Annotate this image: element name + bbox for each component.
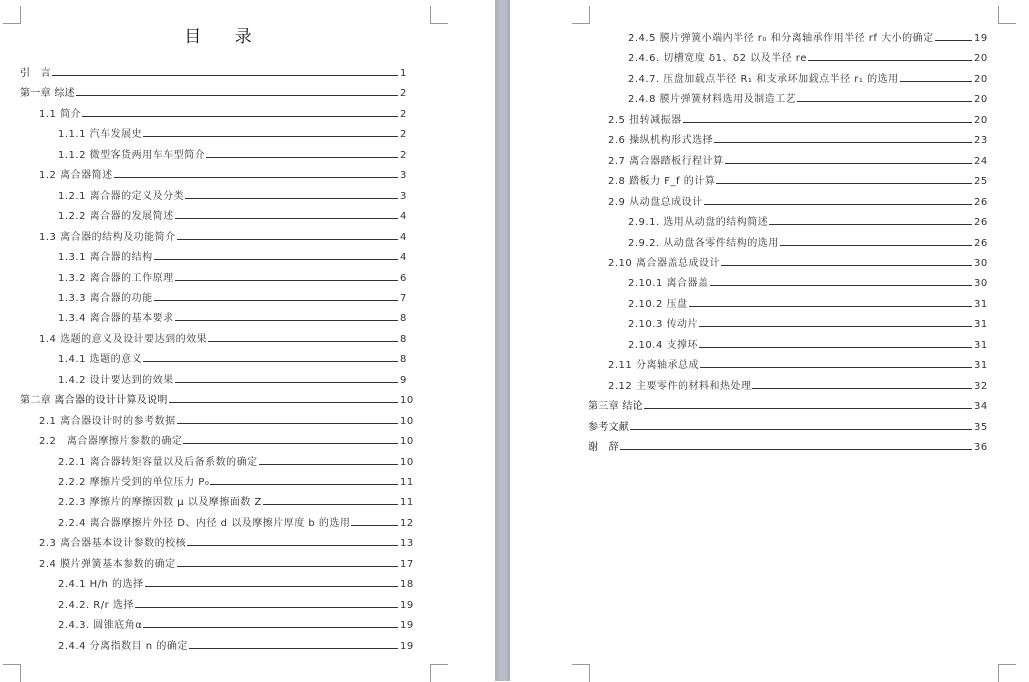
- toc-entry-page-number: 34: [974, 401, 988, 413]
- toc-leader-line: [725, 162, 972, 164]
- toc-entry[interactable]: [608, 151, 988, 167]
- toc-entry-label: 第二章 离合器的设计计算及说明: [20, 395, 168, 407]
- toc-entry-label: 2.10.1 离合器盖: [628, 278, 709, 290]
- toc-entry-page-number: 26: [974, 217, 988, 229]
- toc-leader-line: [82, 115, 398, 117]
- toc-entry-label: 2.4.4 分离指数目 n 的确定: [58, 640, 188, 652]
- toc-leader-line: [143, 626, 398, 628]
- toc-entry-label: 1.1.2 微型客货两用车车型简介: [58, 149, 206, 161]
- toc-leader-line: [704, 203, 972, 205]
- toc-entry[interactable]: [58, 206, 414, 222]
- toc-entry[interactable]: [58, 308, 414, 324]
- toc-entry-page-number: 2: [400, 88, 407, 100]
- toc-leader-line: [700, 366, 972, 368]
- toc-leader-line: [154, 258, 398, 260]
- toc-entry-label: 第三章 结论: [588, 401, 643, 413]
- toc-entry-page-number: 20: [974, 94, 988, 106]
- toc-entry-page-number: 20: [974, 53, 988, 65]
- toc-entry-page-number: 11: [400, 477, 414, 488]
- toc-entry-label: 1.3 离合器的结构及功能简介: [39, 231, 176, 243]
- toc-entry[interactable]: [608, 130, 988, 146]
- toc-leader-line: [177, 565, 398, 567]
- toc-entry[interactable]: [39, 227, 414, 243]
- crop-mark-top-right: [998, 6, 1016, 24]
- toc-entry-label: 1.2 离合器简述: [39, 170, 113, 182]
- toc-entry-page-number: 6: [400, 272, 407, 284]
- toc-entry[interactable]: [58, 472, 414, 488]
- toc-entry-page-number: 1: [400, 68, 407, 79]
- toc-entry[interactable]: [39, 104, 414, 120]
- toc-entry-page-number: 2: [400, 108, 407, 120]
- toc-entry[interactable]: [58, 615, 414, 631]
- toc-entry-page-number: 31: [974, 298, 988, 310]
- toc-entry-label: 2.5 扭转减振器: [608, 114, 682, 126]
- toc-entry[interactable]: [39, 411, 414, 427]
- toc-entry-page-number: 7: [400, 292, 407, 304]
- toc-leader-line: [699, 346, 972, 348]
- toc-entry[interactable]: [628, 69, 988, 85]
- toc-entry-page-number: 32: [974, 380, 988, 392]
- toc-leader-line: [169, 401, 398, 403]
- toc-leader-line: [135, 606, 398, 608]
- toc-entry-page-number: 31: [974, 319, 988, 331]
- toc-leader-line: [175, 319, 398, 321]
- toc-entry[interactable]: [608, 171, 988, 187]
- toc-entry[interactable]: [628, 314, 988, 330]
- toc-entry-page-number: 3: [400, 190, 407, 202]
- toc-entry-label: 参考文献: [588, 421, 630, 433]
- toc-entry-page-number: 8: [400, 354, 407, 366]
- toc-leader-line: [263, 503, 398, 505]
- toc-leader-line: [721, 264, 972, 266]
- toc-entry[interactable]: [608, 253, 988, 269]
- toc-leader-line: [185, 197, 398, 199]
- toc-leader-line: [714, 141, 972, 143]
- toc-leader-line: [710, 284, 973, 286]
- toc-entry-page-number: 10: [400, 395, 414, 407]
- toc-entry-page-number: 3: [400, 170, 407, 182]
- toc-entry[interactable]: [628, 273, 988, 289]
- toc-entry-label: 1.3.4 离合器的基本要求: [58, 313, 174, 325]
- toc-entry[interactable]: [608, 192, 988, 208]
- toc-entry-label: 2.9.1. 选用从动盘的结构简述: [628, 217, 769, 229]
- toc-leader-line: [175, 279, 398, 281]
- toc-entry-page-number: 19: [400, 620, 414, 632]
- toc-leader-line: [175, 381, 398, 383]
- toc-entry-page-number: 30: [974, 278, 988, 290]
- toc-entry-label: 2.8 踏板力 F_f 的计算: [608, 176, 716, 188]
- toc-entry-page-number: 23: [974, 135, 988, 147]
- toc-entry-label: 2.10.3 传动片: [628, 319, 698, 331]
- toc-entry[interactable]: [39, 431, 414, 447]
- toc-entry[interactable]: [39, 329, 414, 345]
- toc-entry[interactable]: [608, 110, 988, 126]
- toc-entry[interactable]: [628, 233, 988, 249]
- toc-entry-page-number: 9: [400, 374, 407, 386]
- toc-leader-line: [683, 121, 972, 123]
- toc-leader-line: [145, 585, 398, 587]
- toc-entry[interactable]: [58, 247, 414, 263]
- toc-entry[interactable]: [628, 89, 988, 105]
- toc-entry-page-number: 19: [400, 640, 414, 652]
- toc-entry-label: 2.9 从动盘总成设计: [608, 196, 703, 208]
- toc-leader-line: [52, 74, 398, 76]
- toc-entry-page-number: 24: [974, 155, 988, 167]
- toc-entry-label: 2.2.1 离合器转矩容量以及后备系数的确定: [58, 456, 258, 468]
- toc-entry[interactable]: [58, 268, 414, 284]
- toc-entry-label: 2.4.8 膜片弹簧材料选用及制造工艺: [628, 94, 797, 106]
- toc-entry-label: 2.4.7. 压盘加载点半径 R₁ 和支承环加载点半径 r₁ 的选用: [628, 73, 899, 85]
- toc-entry-label: 2.4.1 H/h 的选择: [58, 579, 144, 591]
- toc-entry-label: 2.10.4 支撑环: [628, 339, 698, 351]
- document-page-left: [0, 0, 495, 681]
- toc-leader-line: [935, 39, 972, 41]
- toc-entry-page-number: 31: [974, 360, 988, 372]
- document-page-right: [510, 0, 1029, 681]
- toc-entry-page-number: 20: [974, 73, 988, 85]
- toc-entry-page-number: 25: [974, 176, 988, 188]
- toc-entry-page-number: 18: [400, 579, 414, 591]
- toc-entry-label: 2.4.5 膜片弹簧小端内半径 r₀ 和分离轴承作用半径 rf 大小的确定: [628, 33, 934, 44]
- toc-entry-page-number: 20: [974, 114, 988, 126]
- toc-entry-page-number: 13: [400, 538, 414, 550]
- toc-entry[interactable]: [58, 288, 414, 304]
- toc-entry-page-number: 31: [974, 339, 988, 351]
- toc-entry-page-number: 8: [400, 313, 407, 325]
- toc-entry[interactable]: [58, 595, 414, 611]
- toc-leader-line: [769, 223, 972, 225]
- toc-entry-page-number: 10: [400, 415, 414, 427]
- toc-entry-page-number: 36: [974, 442, 988, 453]
- toc-entry[interactable]: [588, 437, 988, 453]
- toc-leader-line: [154, 299, 398, 301]
- crop-mark-bottom-right: [430, 664, 448, 682]
- toc-entry-page-number: 26: [974, 237, 988, 249]
- toc-entry-label: 1.3.1 离合器的结构: [58, 252, 153, 264]
- toc-entry[interactable]: [39, 533, 414, 549]
- toc-entry[interactable]: [20, 390, 414, 406]
- toc-leader-line: [206, 156, 398, 158]
- toc-leader-line: [143, 360, 398, 362]
- toc-entry-page-number: 10: [400, 456, 414, 468]
- toc-leader-line: [183, 442, 398, 444]
- toc-entry-page-number: 4: [400, 231, 407, 243]
- toc-entry[interactable]: [58, 145, 414, 161]
- toc-entry[interactable]: [588, 396, 988, 412]
- toc-entry[interactable]: [628, 28, 988, 44]
- toc-entry[interactable]: [628, 48, 988, 64]
- toc-entry[interactable]: [39, 554, 414, 570]
- toc-leader-line: [716, 182, 972, 184]
- toc-entry-label: 2.9.2. 从动盘各零件结构的选用: [628, 237, 779, 249]
- toc-leader-line: [177, 422, 398, 424]
- toc-entry-label: 1.3.3 离合器的功能: [58, 292, 153, 304]
- toc-leader-line: [699, 325, 972, 327]
- toc-entry-label: 2.4.2. R/r 选择: [58, 599, 134, 611]
- toc-entry-page-number: 2: [400, 129, 407, 141]
- toc-entry[interactable]: [20, 83, 414, 99]
- toc-entry-label: 2.2.3 摩擦片的摩擦因数 μ 以及摩擦面数 Z: [58, 497, 262, 509]
- toc-entry-page-number: 4: [400, 211, 407, 223]
- toc-leader-line: [177, 238, 398, 240]
- toc-entry-page-number: 26: [974, 196, 988, 208]
- crop-mark-bottom-left: [572, 664, 590, 682]
- toc-entry-label: 1.2.1 离合器的定义及分类: [58, 190, 185, 202]
- toc-leader-line: [114, 176, 398, 178]
- toc-entry-label: 2.3 离合器基本设计参数的校核: [39, 538, 187, 550]
- toc-entry-label: 1.2.2 离合器的发展简述: [58, 211, 174, 223]
- crop-mark-bottom-left: [3, 664, 21, 682]
- toc-leader-line: [620, 448, 972, 450]
- toc-entry-label: 2.2 离合器摩擦片参数的确定: [39, 436, 183, 448]
- toc-entry-label: 2.2.2 摩擦片受到的单位压力 P₀: [58, 477, 210, 488]
- toc-entry-label: 2.1 离合器设计时的参考数据: [39, 415, 176, 427]
- toc-leader-line: [76, 94, 398, 96]
- toc-entry[interactable]: [58, 370, 414, 386]
- toc-entry-page-number: 30: [974, 257, 988, 269]
- toc-leader-line: [808, 59, 972, 61]
- toc-entry-label: 2.10.2 压盘: [628, 298, 688, 310]
- toc-entry-page-number: 17: [400, 558, 414, 570]
- toc-entry-label: 2.12 主要零件的材料和热处理: [608, 380, 752, 392]
- toc-entry[interactable]: [58, 492, 414, 508]
- toc-entry-page-number: 10: [400, 436, 414, 448]
- toc-entry-label: 2.10 离合器盖总成设计: [608, 257, 720, 269]
- toc-leader-line: [630, 428, 972, 430]
- toc-entry-label: 2.2.4 离合器摩擦片外径 D、内径 d 以及摩擦片厚度 b 的选用: [58, 517, 351, 529]
- toc-leader-line: [752, 387, 972, 389]
- toc-entry[interactable]: [58, 574, 414, 590]
- toc-leader-line: [797, 100, 972, 102]
- toc-entry[interactable]: [58, 636, 414, 652]
- toc-entry-page-number: 2: [400, 149, 407, 161]
- toc-leader-line: [259, 463, 398, 465]
- toc-entry-page-number: 19: [974, 33, 988, 44]
- toc-leader-line: [644, 407, 972, 409]
- toc-entry-label: 第一章 综述: [20, 88, 75, 100]
- toc-entry[interactable]: [20, 63, 414, 79]
- toc-entry-label: 2.4.3. 圆锥底角α: [58, 620, 143, 632]
- toc-entry[interactable]: [628, 212, 988, 228]
- toc-entry[interactable]: [58, 124, 414, 140]
- toc-entry-page-number: 4: [400, 252, 407, 264]
- toc-entry-label: 谢 辞: [588, 442, 619, 453]
- toc-leader-line: [208, 340, 398, 342]
- toc-leader-line: [900, 80, 972, 82]
- toc-entry-label: 2.4 膜片弹簧基本参数的确定: [39, 558, 176, 570]
- toc-entry-label: 2.4.6. 切槽宽度 δ1、δ2 以及半径 re: [628, 53, 807, 65]
- toc-entry-label: 2.11 分离轴承总成: [608, 360, 699, 372]
- page-gutter: [495, 0, 510, 681]
- toc-entry-page-number: 8: [400, 333, 407, 345]
- toc-leader-line: [187, 544, 398, 546]
- toc-entry[interactable]: [58, 349, 414, 365]
- toc-entry-label: 1.1 简介: [39, 108, 82, 120]
- toc-entry[interactable]: [628, 294, 988, 310]
- toc-entry-page-number: 35: [974, 421, 988, 433]
- toc-leader-line: [780, 244, 972, 246]
- toc-entry[interactable]: [58, 513, 414, 529]
- toc-entry-label: 1.4.1 选题的意义: [58, 354, 143, 366]
- toc-entry-label: 1.4 选题的意义及设计要达到的效果: [39, 333, 208, 345]
- toc-entry-page-number: 11: [400, 497, 414, 509]
- toc-leader-line: [351, 524, 398, 526]
- toc-entry[interactable]: [58, 186, 414, 202]
- toc-leader-line: [143, 135, 398, 137]
- crop-mark-top-left: [572, 6, 590, 24]
- toc-leader-line: [189, 647, 398, 649]
- toc-entry-label: 1.4.2 设计要达到的效果: [58, 374, 174, 386]
- toc-entry[interactable]: [608, 376, 988, 392]
- toc-leader-line: [689, 305, 973, 307]
- toc-title: 目 录: [184, 27, 266, 47]
- toc-entry-label: 2.7 离合器踏板行程计算: [608, 155, 724, 167]
- toc-entry-page-number: 19: [400, 599, 414, 611]
- toc-entry[interactable]: [588, 417, 988, 433]
- crop-mark-bottom-right: [998, 664, 1016, 682]
- toc-entry-page-number: 12: [400, 517, 414, 529]
- toc-leader-line: [210, 483, 398, 485]
- toc-leader-line: [175, 217, 398, 219]
- toc-entry-label: 1.1.1 汽车发展史: [58, 129, 143, 141]
- toc-entry[interactable]: [608, 355, 988, 371]
- toc-entry[interactable]: [58, 452, 414, 468]
- toc-entry[interactable]: [39, 165, 414, 181]
- toc-entry-label: 2.6 操纵机构形式选择: [608, 135, 714, 147]
- toc-entry-label: 1.3.2 离合器的工作原理: [58, 272, 174, 284]
- toc-entry[interactable]: [628, 335, 988, 351]
- toc-entry-label: 引 言: [20, 68, 51, 79]
